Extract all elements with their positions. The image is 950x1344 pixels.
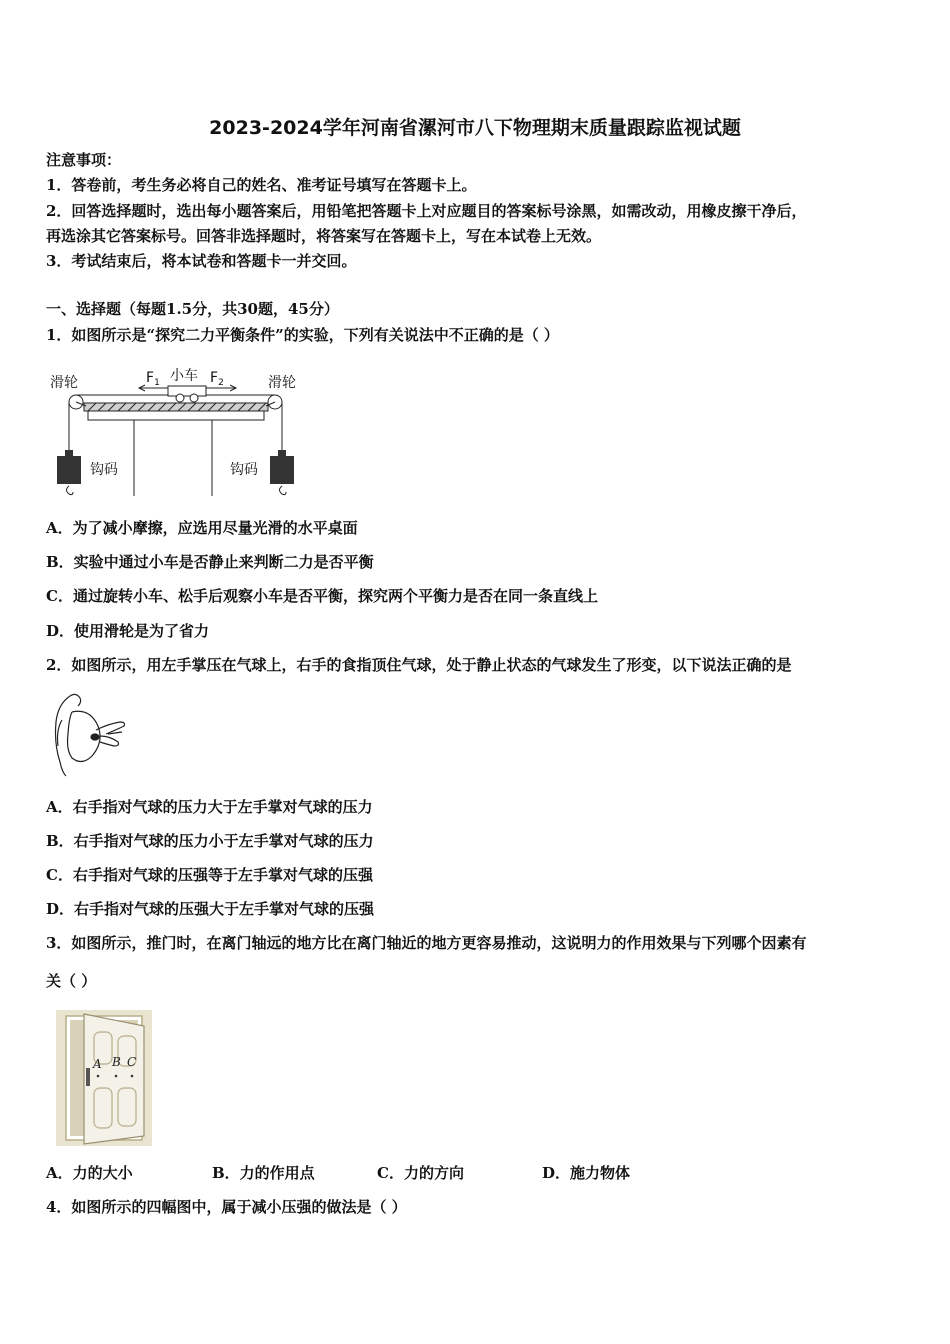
option: A．右手指对气球的压力大于左手掌对气球的压力 [46, 798, 373, 816]
weight-right-label: 钩码 [230, 462, 258, 478]
notice-heading: 注意事项： [46, 151, 122, 169]
page-title: 2023-2024学年河南省漯河市八下物理期末质量跟踪监视试题 [209, 117, 741, 139]
option: A．为了减小摩擦，应选用尽量光滑的水平桌面 [46, 519, 358, 537]
q3-figure [56, 1010, 152, 1146]
pulley-right-label: 滑轮 [268, 375, 296, 391]
option: D．右手指对气球的压强大于左手掌对气球的压强 [46, 900, 375, 918]
q2-figure [48, 690, 128, 778]
option: D．施力物体 [542, 1164, 631, 1182]
weight-left-label: 钩码 [90, 462, 118, 478]
q2-stem: 2．如图所示，用左手掌压在气球上，右手的食指顶住气球，处于静止状态的气球发生了形变，以下说法正确的是 [46, 656, 792, 674]
option: B．实验中通过小车是否静止来判断二力是否平衡 [46, 553, 374, 571]
option: A．力的大小 [46, 1164, 133, 1182]
option: C．通过旋转小车、松手后观察小车是否平衡，探究两个平衡力是否在同一条直线上 [46, 587, 598, 605]
door-point-b: B [112, 1055, 121, 1069]
option: C．力的方向 [377, 1164, 464, 1182]
door-point-a: A [93, 1057, 102, 1071]
q1-figure [46, 362, 308, 502]
section-heading: 一、选择题（每题1.5分，共30题，45分） [46, 300, 339, 318]
force-f1-label: $F_1$ [146, 370, 160, 388]
option: D．使用滑轮是为了省力 [46, 622, 210, 640]
q4-stem: 4．如图所示的四幅图中，属于减小压强的做法是（ ） [46, 1198, 407, 1216]
car-label: 小车 [170, 368, 198, 384]
notice-item: 2．回答选择题时，选出每小题答案后，用铅笔把答题卡上对应题目的答案标号涂黑，如需改动，用橡皮擦干净后， [46, 202, 807, 220]
force-f2-label: $F_2$ [210, 370, 224, 388]
notice-item: 再选涂其它答案标号。回答非选择题时，将答案写在答题卡上，写在本试卷上无效。 [46, 227, 602, 245]
q3-stem: 3．如图所示，推门时，在离门轴远的地方比在离门轴近的地方更容易推动，这说明力的作用效果与下列哪个因素有 [46, 934, 807, 952]
door-point-c: C [127, 1055, 137, 1069]
q3-stem-continued: 关（ ） [46, 972, 97, 990]
pulley-left-label: 滑轮 [50, 375, 78, 391]
notice-item: 3．考试结束后，将本试卷和答题卡一并交回。 [46, 252, 357, 270]
option: B．右手指对气球的压力小于左手掌对气球的压力 [46, 832, 374, 850]
option: C．右手指对气球的压强等于左手掌对气球的压强 [46, 866, 373, 884]
option: B．力的作用点 [212, 1164, 315, 1182]
notice-item: 1．答卷前，考生务必将自己的姓名、准考证号填写在答题卡上。 [46, 176, 477, 194]
q1-stem: 1．如图所示是“探究二力平衡条件”的实验，下列有关说法中不正确的是（ ） [46, 326, 559, 344]
